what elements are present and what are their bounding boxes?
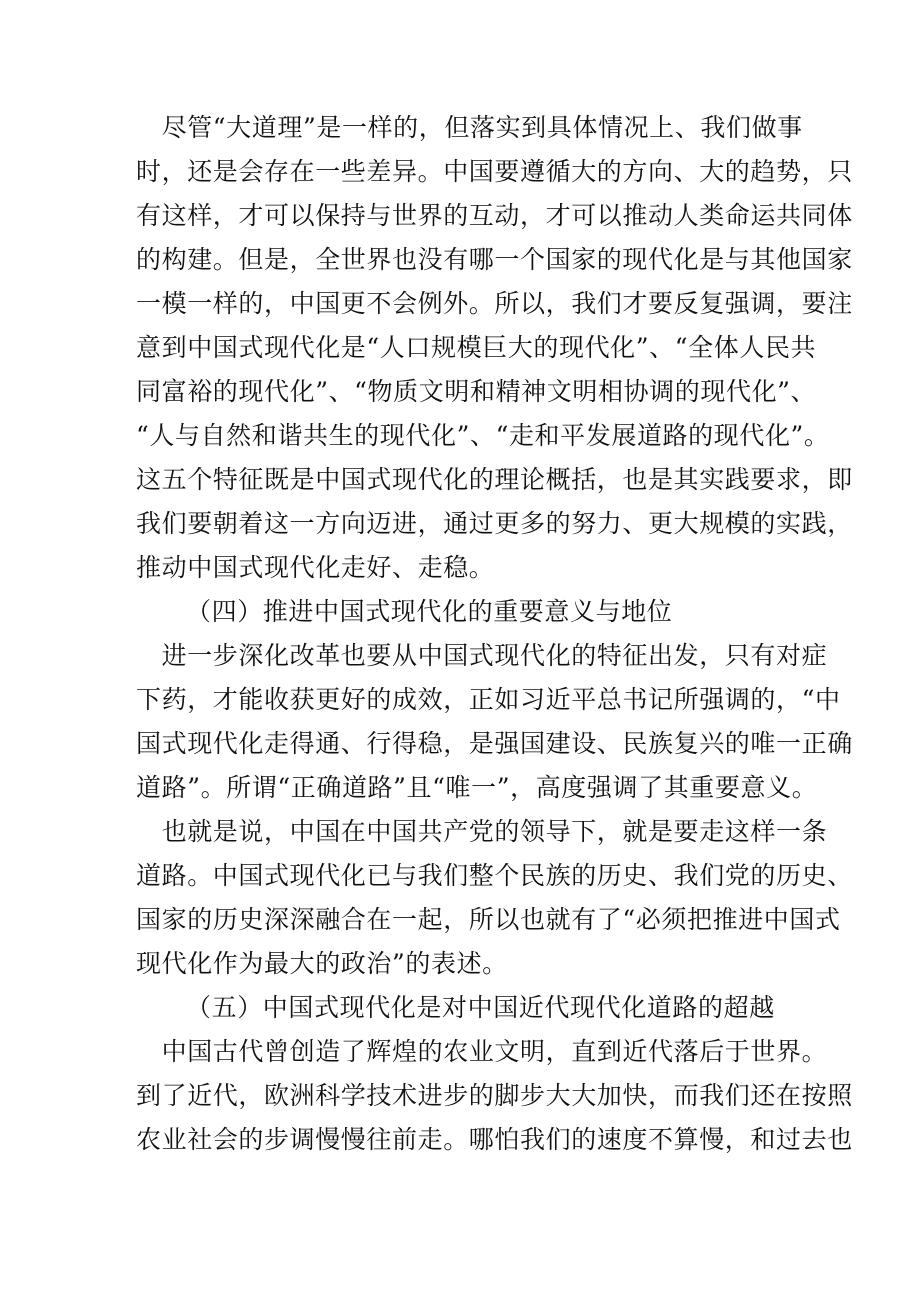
paragraph-line: 也就是说，中国在中国共产党的领导下，就是要走这样一条	[136, 817, 828, 846]
section-heading-4: （四）推进中国式现代化的重要意义与地位	[186, 597, 673, 626]
paragraph-line: 的构建。但是，全世界也没有哪一个国家的现代化是与其他国家	[136, 245, 853, 274]
paragraph-line: 中国古代曾创造了辉煌的农业文明，直到近代落后于世界。	[136, 1037, 828, 1066]
paragraph-line: 有这样，才可以保持与世界的互动，才可以推动人类命运共同体	[136, 201, 853, 230]
paragraph-line: 现代化作为最大的政治”的表述。	[136, 949, 508, 978]
paragraph-line: “人与自然和谐共生的现代化”、“走和平发展道路的现代化”。	[136, 421, 830, 450]
paragraph-line: 意到中国式现代化是“人口规模巨大的现代化”、“全体人民共	[136, 333, 817, 362]
paragraph-line: 道路。中国式现代化已与我们整个民族的历史、我们党的历史、	[136, 861, 853, 890]
paragraph-line: 尽管“大道理”是一样的，但落实到具体情况上、我们做事	[136, 113, 803, 142]
paragraph-line: 同富裕的现代化”、“物质文明和精神文明相协调的现代化”、	[136, 377, 817, 406]
section-heading-5: （五）中国式现代化是对中国近代现代化道路的超越	[186, 993, 775, 1022]
paragraph-line: 国式现代化走得通、行得稳，是强国建设、民族复兴的唯一正确	[136, 729, 853, 758]
paragraph-line: 这五个特征既是中国式现代化的理论概括，也是其实践要求，即	[136, 465, 853, 494]
paragraph-line: 国家的历史深深融合在一起，所以也就有了“必须把推进中国式	[136, 905, 841, 934]
paragraph-line: 下药，才能收获更好的成效，正如习近平总书记所强调的，“中	[136, 685, 841, 714]
paragraph-line: 推动中国式现代化走好、走稳。	[136, 553, 495, 582]
paragraph-line: 一模一样的，中国更不会例外。所以，我们才要反复强调，要注	[136, 289, 853, 318]
paragraph-line: 到了近代，欧洲科学技术进步的脚步大大加快，而我们还在按照	[136, 1081, 853, 1110]
paragraph-line: 时，还是会存在一些差异。中国要遵循大的方向、大的趋势，只	[136, 157, 853, 186]
paragraph-line: 道路”。所谓“正确道路”且“唯一”，高度强调了其重要意义。	[136, 773, 818, 802]
paragraph-line: 我们要朝着这一方向迈进，通过更多的努力、更大规模的实践，	[136, 509, 853, 538]
paragraph-line: 进一步深化改革也要从中国式现代化的特征出发，只有对症	[136, 641, 828, 670]
paragraph-line: 农业社会的步调慢慢往前走。哪怕我们的速度不算慢，和过去也	[136, 1125, 853, 1154]
